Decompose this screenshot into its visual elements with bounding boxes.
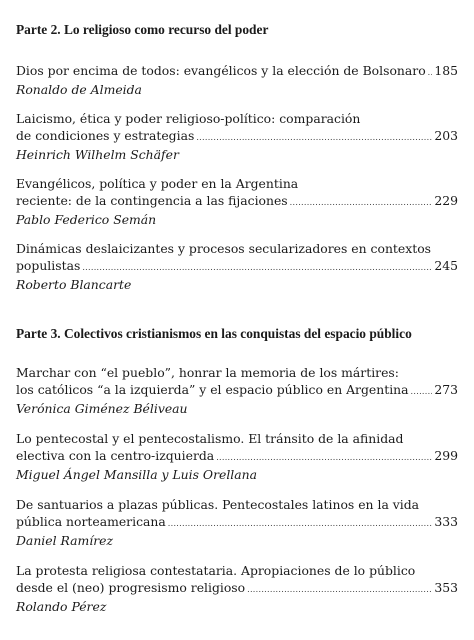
entry-title-line	[16, 175, 458, 192]
toc-entry	[16, 430, 458, 483]
dot-leader	[247, 581, 432, 598]
entry-title-line	[16, 447, 458, 466]
entry-title: De santuarios a plazas públicas. Pentecostales latinos en la vida	[16, 497, 420, 512]
entry-title: Evangélicos, política y poder en la Argentina	[16, 176, 299, 191]
page-number: 245	[434, 258, 458, 273]
dot-leader	[168, 515, 433, 532]
entry-title-line	[16, 110, 458, 127]
entry-author: Miguel Ángel Mansilla y Luis Orellana	[16, 467, 258, 482]
dot-leader	[196, 129, 432, 146]
entry-title: Laicismo, ética y poder religioso-político: comparación	[16, 111, 361, 126]
entry-title: Dinámicas deslaicizantes y procesos secularizadores en contextos	[16, 241, 432, 256]
dot-leader	[216, 449, 432, 466]
toc-entry	[16, 562, 458, 615]
entry-title-line	[16, 562, 458, 579]
entry-title: Lo pentecostal y el pentecostalismo. El tránsito de la afinidad	[16, 431, 404, 446]
entry-title: populistas	[16, 258, 81, 273]
entry-title-line	[16, 579, 458, 598]
entry-title-line	[16, 192, 458, 211]
entry-title: desde el (neo) progresismo religioso	[16, 580, 246, 595]
entry-author: Rolando Pérez	[16, 599, 107, 614]
entry-author: Pablo Federico Semán	[16, 212, 157, 227]
page-number: 333	[434, 514, 458, 529]
page-number: 203	[434, 128, 458, 143]
toc-entry	[16, 240, 458, 293]
page-number: 229	[434, 193, 458, 208]
page-number: 353	[434, 580, 458, 595]
entry-title: de condiciones y estrategias	[16, 128, 195, 143]
entry-title-line	[16, 240, 458, 257]
page-number: 273	[434, 382, 458, 397]
toc-entry	[16, 110, 458, 163]
entry-title: La protesta religiosa contestataria. Apropiaciones de lo público	[16, 563, 416, 578]
entry-title: electiva con la centro-izquierda	[16, 448, 215, 463]
part-3-title: Parte 3. Colectivos cristianismos en las conquistas del espacio público	[16, 326, 412, 341]
entry-author: Roberto Blancarte	[16, 277, 132, 292]
entry-author: Verónica Giménez Béliveau	[16, 401, 188, 416]
entry-author: Ronaldo de Almeida	[16, 82, 142, 97]
entry-title-line	[16, 62, 458, 81]
entry-author: Heinrich Wilhelm Schäfer	[16, 147, 179, 162]
entry-title: pública norteamericana	[16, 514, 166, 529]
page-number: 299	[434, 448, 458, 463]
dot-leader	[428, 64, 433, 81]
entry-title-line	[16, 127, 458, 146]
entry-title: Marchar con “el pueblo”, honrar la memoria de los mártires:	[16, 365, 399, 380]
toc-entry	[16, 496, 458, 549]
entry-title-line	[16, 381, 458, 400]
entry-title-line	[16, 257, 458, 276]
toc-entry	[16, 364, 458, 417]
entry-title: Dios por encima de todos: evangélicos y la elección de Bolsonaro	[16, 63, 426, 78]
page-number: 185	[434, 63, 458, 78]
toc-entry	[16, 62, 458, 98]
entry-title-line	[16, 430, 458, 447]
entry-title-line	[16, 513, 458, 532]
entry-title: los católicos “a la izquierda” y el espacio público en Argentina	[16, 382, 409, 397]
dot-leader	[82, 259, 432, 276]
entry-title-line	[16, 496, 458, 513]
dot-leader	[411, 383, 433, 400]
entry-title: reciente: de la contingencia a las fijaciones	[16, 193, 288, 208]
part-2-title: Parte 2. Lo religioso como recurso del poder	[16, 22, 269, 37]
entry-author: Daniel Ramírez	[16, 533, 113, 548]
toc-entry	[16, 175, 458, 228]
entry-title-line	[16, 364, 458, 381]
dot-leader	[290, 194, 433, 211]
